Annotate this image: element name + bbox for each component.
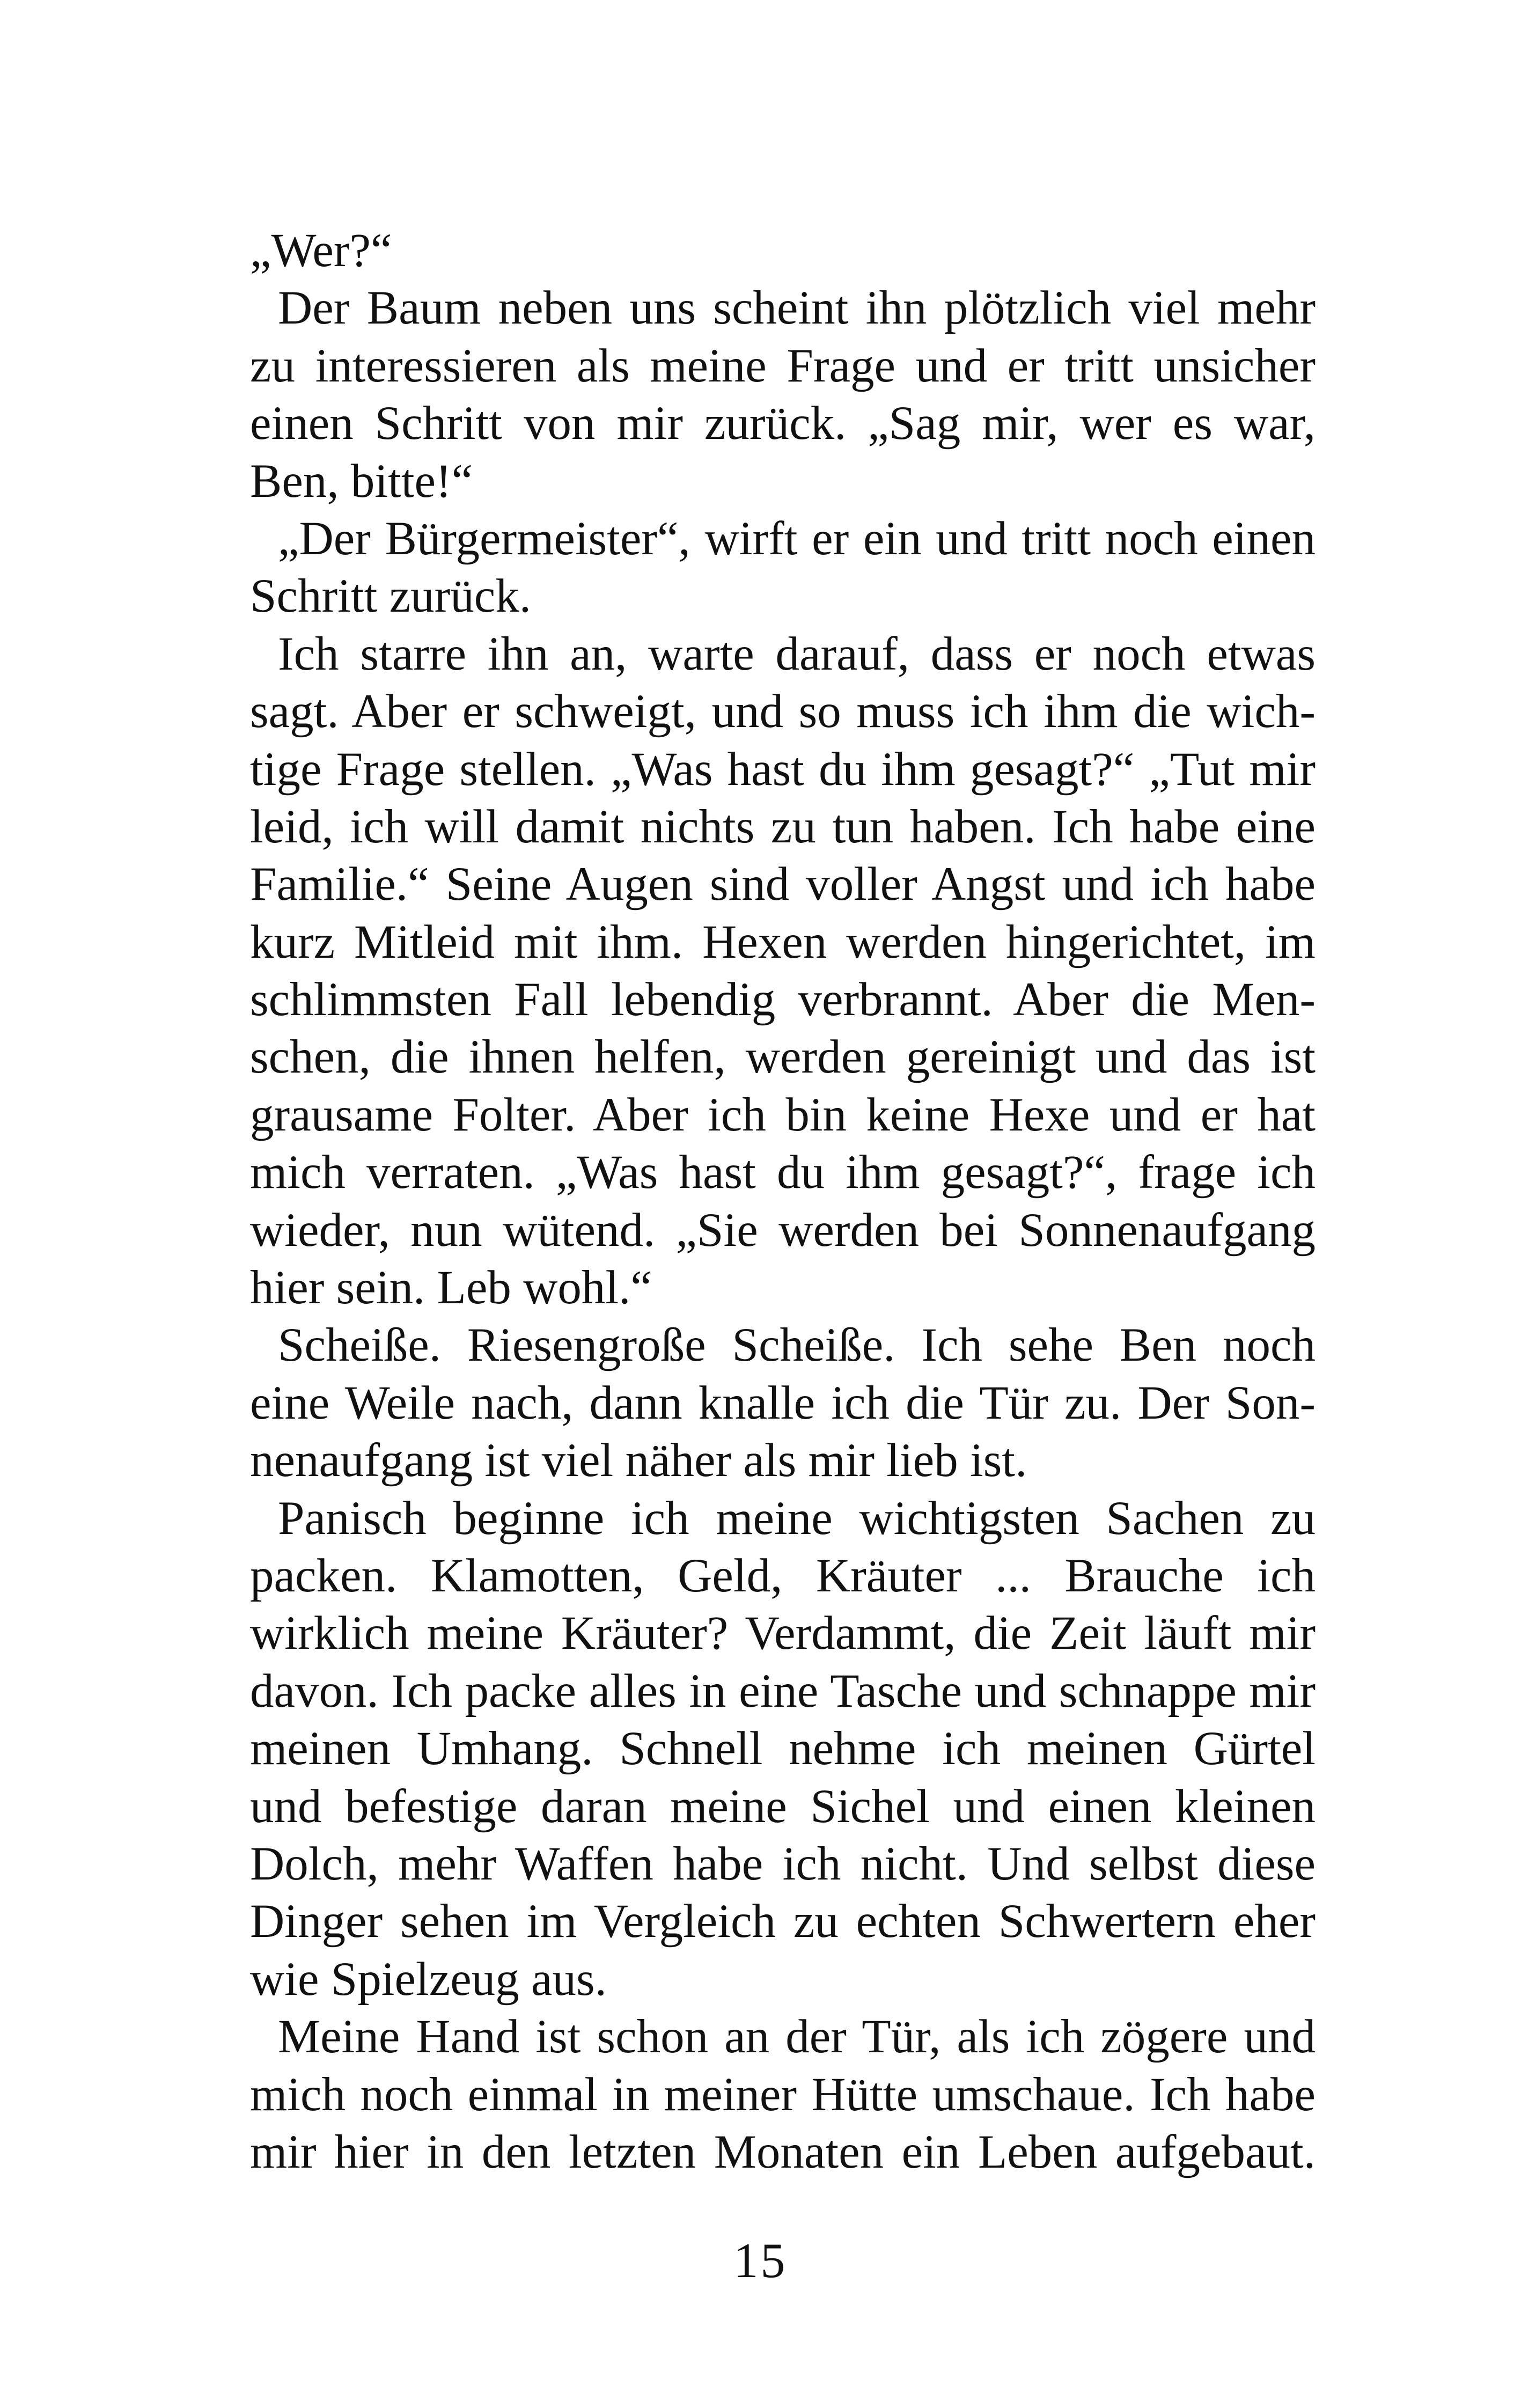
text-line: Dolch, mehr Waffen habe ich nicht. Und selbst diese	[250, 1837, 1316, 1890]
text-line: nenaufgang ist viel näher als mir lieb ist.	[250, 1434, 1027, 1487]
text-line: sagt. Aber er schweigt, und so muss ich ihm die wich-	[250, 685, 1316, 738]
text-line: Scheiße. Riesengroße Scheiße. Ich sehe Ben noch	[278, 1319, 1316, 1372]
text-line: mich noch einmal in meiner Hütte umschaue. Ich habe	[250, 2068, 1316, 2121]
text-line: und befestige daran meine Sichel und einen kleinen	[250, 1780, 1316, 1833]
text-line: Familie.“ Seine Augen sind voller Angst und ich habe	[250, 858, 1316, 911]
text-line: Meine Hand ist schon an der Tür, als ich zögere und	[278, 2010, 1316, 2064]
text-line: schen, die ihnen helfen, werden gereinigt und das ist	[250, 1031, 1316, 1084]
text-line: eine Weile nach, dann knalle ich die Tür zu. Der Son-	[250, 1376, 1316, 1429]
text-line: Der Baum neben uns scheint ihn plötzlich viel mehr	[278, 282, 1316, 335]
page-number: 15	[733, 2233, 788, 2288]
text-line: wirklich meine Kräuter? Verdammt, die Zeit läuft mir	[250, 1607, 1316, 1660]
text-line: Dinger sehen im Vergleich zu echten Schwertern eher	[250, 1895, 1316, 1948]
text-line: wieder, nun wütend. „Sie werden bei Sonnenaufgang	[250, 1203, 1316, 1257]
text-line: leid, ich will damit nichts zu tun haben. Ich habe eine	[250, 800, 1316, 853]
text-line: wie Spielzeug aus.	[250, 1952, 607, 2006]
text-line: zu interessieren als meine Frage und er tritt unsicher	[250, 339, 1316, 392]
body-text	[250, 222, 1316, 2181]
text-line: packen. Klamotten, Geld, Kräuter ... Brauche ich	[250, 1549, 1316, 1602]
text-line: einen Schritt von mir zurück. „Sag mir, wer es war,	[250, 397, 1316, 450]
text-line: kurz Mitleid mit ihm. Hexen werden hingerichtet, im	[250, 915, 1316, 968]
text-line: „Der Bürgermeister“, wirft er ein und tritt noch einen	[278, 512, 1316, 565]
text-line: hier sein. Leb wohl.“	[250, 1261, 652, 1315]
text-line: mich verraten. „Was hast du ihm gesagt?“, frage ich	[250, 1146, 1316, 1199]
text-line: „Wer?“	[250, 224, 392, 277]
text-line: tige Frage stellen. „Was hast du ihm gesagt?“ „Tut mir	[250, 743, 1316, 796]
text-line: Panisch beginne ich meine wichtigsten Sachen zu	[278, 1492, 1316, 1545]
text-line: schlimmsten Fall lebendig verbrannt. Aber die Men-	[250, 973, 1316, 1026]
text-line: grausame Folter. Aber ich bin keine Hexe und er hat	[250, 1088, 1316, 1141]
text-line: davon. Ich packe alles in eine Tasche und schnappe mir	[250, 1664, 1316, 1717]
text-line: Ben, bitte!“	[250, 454, 473, 508]
text-line: meinen Umhang. Schnell nehme ich meinen Gürtel	[250, 1722, 1316, 1775]
text-line: mir hier in den letzten Monaten ein Leben aufgebaut.	[250, 2125, 1316, 2178]
text-line: Ich starre ihn an, warte darauf, dass er noch etwas	[278, 627, 1316, 680]
text-line: Schritt zurück.	[250, 570, 531, 623]
